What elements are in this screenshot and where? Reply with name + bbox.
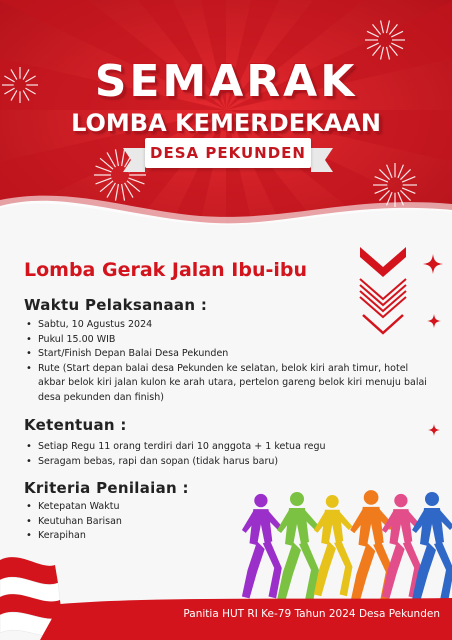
runner-figure [412,492,452,602]
runner-figure [277,492,319,602]
sparkle-icon [428,424,440,436]
list-item: • Start/Finish Depan Balai Desa Pekunden [24,347,429,362]
list-item: • Sabtu, 10 Agustus 2024 [24,318,429,333]
list-item: • Ketepatan Waktu [24,500,224,515]
list-item: • Pukul 15.00 WIB [24,333,429,348]
waktu-list [24,318,429,405]
runner-figure [242,494,282,599]
footer-text: Panitia HUT RI Ke-79 Tahun 2024 Desa Pekunden [183,608,440,620]
kriteria-list [24,500,224,544]
ketentuan-heading: Ketentuan : [24,416,127,434]
title-block [0,58,452,138]
list-item: • Setiap Regu 11 orang terdiri dari 10 anggota + 1 ketua regu [24,440,429,455]
list-item: • Keutuhan Barisan [24,515,224,530]
list-item: • Rute (Start depan balai desa Pekunden ke selatan, belok kiri arah timur, hotel akbar belok kiri jalan kulon ke arah utara, pertelon gareng belok kiri menuju balai desa pekunden dan finish) [24,362,433,406]
sparkle-icon [427,314,441,328]
location-ribbon [145,138,311,168]
runners-illustration [230,482,452,607]
runner-figure [314,495,353,596]
event-title: Lomba Gerak Jalan Ibu-ibu [24,259,308,281]
ribbon-label: DESA PEKUNDEN [150,144,306,162]
title-line-1: SEMARAK [94,56,358,107]
title-line-2: LOMBA KEMERDEKAAN [71,109,381,137]
hero-banner [0,0,452,255]
list-item: • Seragam bebas, rapi dan sopan (tidak harus baru) [24,455,429,470]
waktu-heading: Waktu Pelaksanaan : [24,296,208,314]
kriteria-heading: Kriteria Penilaian : [24,479,189,497]
sparkle-icon [423,254,443,274]
list-item: • Kerapihan [24,529,224,544]
ketentuan-list [24,440,429,469]
